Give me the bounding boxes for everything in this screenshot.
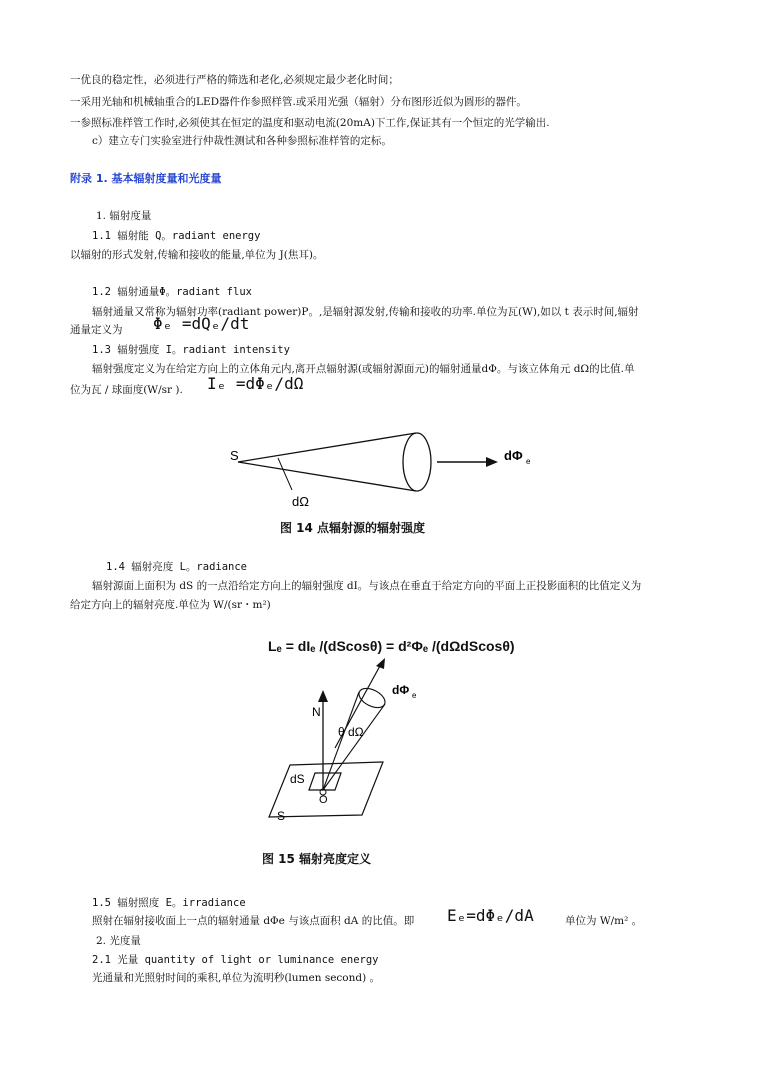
label-dphi-sub: e	[412, 691, 417, 700]
cone-base	[356, 685, 388, 712]
normal-arrow	[318, 690, 328, 702]
paragraph: 给定方向上的辐射亮度.单位为 W/(sr・m²)	[70, 599, 271, 611]
paragraph: 通量定义为	[70, 324, 123, 336]
label-theta: θ	[338, 725, 345, 739]
subsection-heading: 1.3 辐射强度 I。radiant intensity	[92, 344, 290, 356]
subsection-heading: 1.4 辐射亮度 L。radiance	[106, 561, 248, 573]
subsection-heading: 1.1 辐射能 Q。radiant energy	[92, 230, 261, 242]
cone-edge-left	[323, 692, 359, 790]
appendix-title: 附录 1. 基本辐射度量和光度量	[70, 172, 222, 185]
formula: Φₑ =dQₑ/dt	[153, 314, 250, 333]
subsection-heading: 1.5 辐射照度 E。irradiance	[92, 897, 246, 909]
text-line: 一优良的稳定性，必须进行严格的筛选和老化,必须规定最少老化时间；	[70, 74, 399, 86]
paragraph: 照射在辐射接收面上一点的辐射通量 dΦe 与该点面积 dA 的比值。即	[92, 915, 415, 927]
label-ds: dS	[290, 772, 305, 786]
figure-caption: 图 15 辐射亮度定义	[262, 852, 372, 866]
label-domega: dΩ	[348, 725, 364, 739]
cone-edge-right	[323, 704, 385, 790]
cone-edge-top	[238, 433, 416, 462]
cone-base	[403, 433, 431, 491]
label-n: N	[312, 705, 321, 719]
label-o: O	[319, 794, 328, 806]
section-heading: 2. 光度量	[96, 935, 141, 947]
radiance-formula: Lₑ = dIₑ /(dScosθ) = d²Φₑ /(dΩdScosθ)	[268, 638, 515, 654]
paragraph: 辐射源面上面积为 dS 的一点沿给定方向上的辐射强度 dI。与该点在垂直于给定方向的平面上正投影面积的比值定义为	[92, 580, 642, 592]
text-line: 一采用光轴和机械轴重合的LED器件作参照样管.或采用光强（辐射）分布图形近似为圆形的器件。	[70, 96, 527, 108]
label-s: S	[277, 809, 286, 823]
text-line: 一参照标准样管工作时,必须使其在恒定的温度和驱动电流(20mA)下工作,保证其有一个恒定的光学输出.	[70, 117, 550, 129]
label-dphi-sub: e	[526, 457, 531, 466]
cone-edge-bottom	[238, 462, 416, 491]
paragraph: 位为瓦 / 球面度(W/sr ).	[70, 384, 183, 396]
label-s: S	[230, 448, 239, 463]
section-heading: 1. 辐射度量	[96, 210, 152, 222]
figure-caption: 图 14 点辐射源的辐射强度	[280, 521, 426, 535]
figure-15	[255, 650, 455, 830]
label-domega: dΩ	[292, 494, 309, 509]
leader-line	[278, 458, 292, 490]
paragraph: 以辐射的形式发射,传输和接收的能量,单位为 J(焦耳)。	[70, 249, 324, 261]
flux-arrow-head	[486, 457, 498, 467]
formula: Eₑ=dΦₑ/dA	[447, 906, 534, 925]
paragraph: 辐射强度定义为在给定方向上的立体角元内,离开点辐射源(或辐射源面元)的辐射通量dΦ。与该立体角元 dΩ的比值.单	[92, 363, 635, 375]
paragraph: 光通量和光照射时间的乘积,单位为流明秒(lumen second) 。	[92, 972, 381, 984]
label-dphi: dΦ	[504, 448, 523, 463]
label-dphi: dΦ	[392, 683, 410, 697]
formula: Iₑ =dΦₑ/dΩ	[207, 374, 304, 393]
subsection-heading: 1.2 辐射通量Φ。radiant flux	[92, 286, 252, 298]
subsection-heading: 2.1 光量 quantity of light or luminance energy	[92, 954, 379, 966]
unit-text: 单位为 W/m² 。	[565, 915, 643, 927]
paragraph: 辐射通量又常称为辐射功率(radiant power)P。,是辐射源发射,传输和接收的功率.单位为瓦(W),如以 t 表示时间,辐射	[92, 306, 639, 318]
flux-arrow-head	[376, 658, 385, 669]
text-line: c）建立专门实验室进行仲裁性测试和各种参照标准样管的定标。	[92, 135, 392, 147]
